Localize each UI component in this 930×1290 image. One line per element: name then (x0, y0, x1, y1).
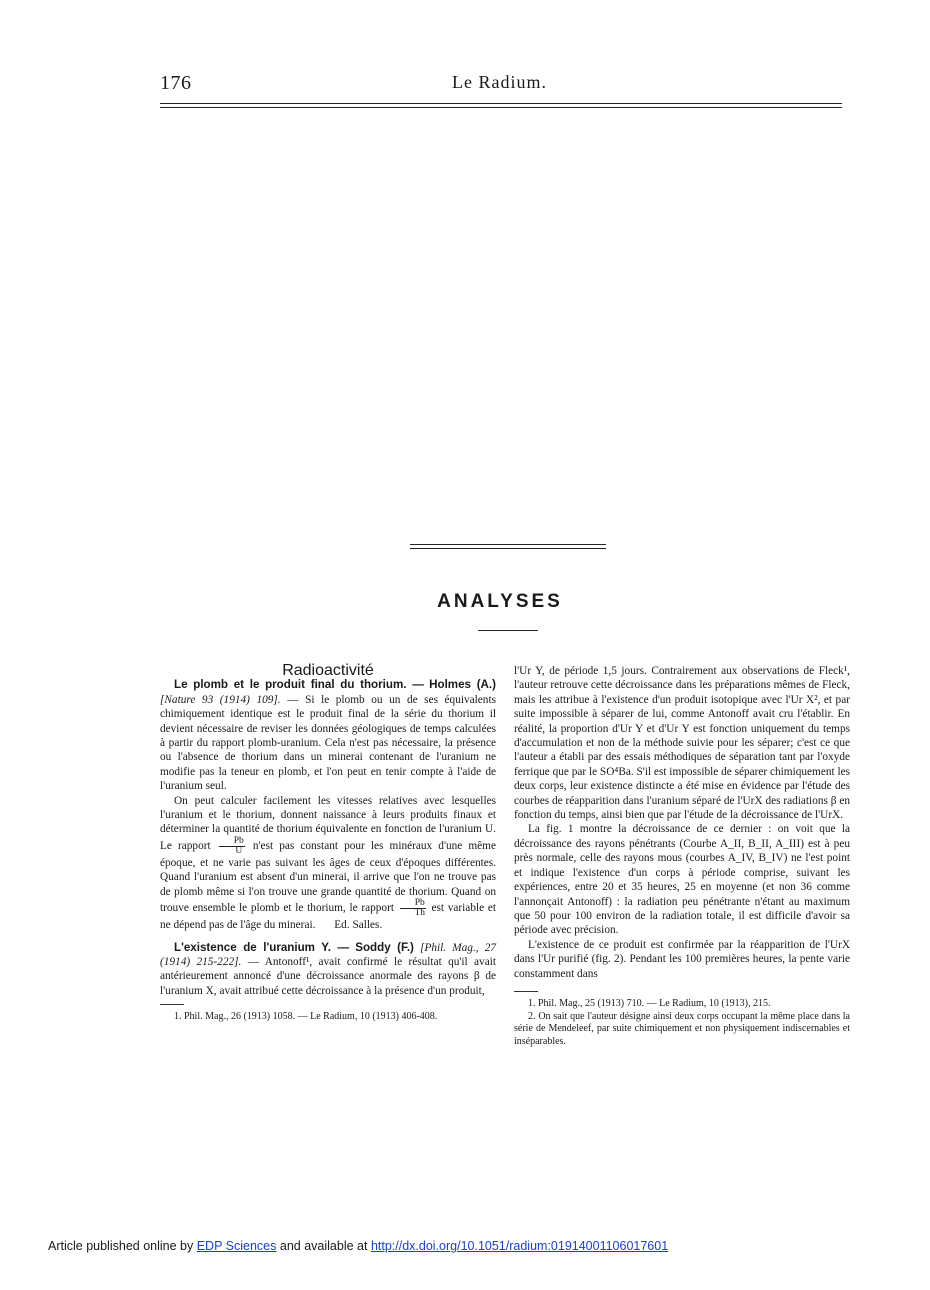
article-1-text-2a: On peut calculer facilement les vitesses relatives avec lesquelles l'uranium et le thorium, donnent naissance à leurs produits finaux et déterminer la quantité de thorium équivalente en fonction de l'uranium U. Le rapport (160, 794, 496, 852)
section-divider-lower (410, 548, 606, 549)
subsection-title: Radioactivité (282, 662, 374, 679)
footer-middle: and available at (279, 1239, 368, 1253)
right-paragraph-1: l'Ur Y, de période 1,5 jours. Contrairement aux observations de Fleck¹, l'auteur retrouve cette décroissance dans les préparations mêmes de Fleck, mais les attribue à l'existence d'un produit isotopique avec l'Ur X², et par suite impossible à séparer de lui, comme Antonoff avait cru l'établir. En réalité, la proportion d'Ur Y et d'Ur Y est fonction uniquement du temps d'accumulation et non de la méthode suivie pour les séparer; c'est ce que l'auteur a établi par des essais méthodiques de séparation tant par l'oxyde ferrique que par le SO⁴Ba. S'il est impossible de séparer chimiquement les deux corps, leur existence distincte a été mise en évidence par l'étude des courbes de réapparition dans l'uranium séparé de l'UrX des radiations β en fonction du temps, ainsi bien que par l'étude de la décroissance de l'UrX. (514, 665, 851, 822)
article-2-title: L'existence de l'uranium Y. — (174, 940, 350, 954)
article-1-text-2b: n'est pas constant pour les minéraux d'une même époque, et ne varie pas suivant les âges de ceux d'époques différentes. Quand l'uranium est absent d'un minerai, il arrive que l'on ne trouve pas de plomb même si l'on trouve une grande quantité de thorium. Quand on trouve ensemble le plomb et le thorium, le rapport (160, 839, 496, 915)
publisher-link[interactable]: EDP Sciences (196, 1239, 277, 1253)
article-2-author: Soddy (F.) (355, 940, 414, 954)
footnote-rule-left (160, 1004, 184, 1005)
right-column (514, 664, 850, 1048)
footnote-right-1: 1. Phil. Mag., 25 (1913) 710. — Le Radium, 10 (1913), 215. (528, 997, 771, 1009)
title-underline (478, 630, 538, 631)
section-divider (410, 544, 606, 545)
article-2-paragraph-1 (160, 941, 496, 999)
article-1-title: Le plomb et le produit final du thorium. — (174, 678, 424, 692)
article-1-author: Holmes (A.) (429, 678, 497, 692)
footnote-right-2: 2. On sait que l'auteur désigne ainsi deux corps occupant la même place dans la série de Mendeleef, par suite chimiquement et non physiquement indiscernables et inséparables. (514, 1010, 850, 1047)
left-column (160, 664, 496, 1024)
running-title: Le Radium. (452, 72, 547, 92)
article-1-paragraph-1: Le plomb et le produit final du thorium. — Holmes (A.) [Nature 93 (1914) 109]. — Si le plomb ou un de ses équivalents chimiquement identique est le produit final de la série du thorium il devient nécessaire de reviser les données géologiques de temps calculées à partir du rapport plomb-uranium. Cela n'est pas nécessaire, la présence ou l'absence de thorium dans un minerai contenant de l'uranium ne modifie pas la teneur en plomb, et l'on peut en tenir compte à l'aide de l'uranium seul. (160, 678, 497, 793)
article-1-paragraph-2 (160, 794, 496, 933)
article-2-text-1: — Antonoff¹, avait confirmé le résultat qu'il avait antérieurement annoncé d'une décroissance anormale des rayons β de l'uranium X, avait attribué cette décroissance à la présence d'un produit, (160, 955, 496, 997)
page-number: 176 (160, 72, 192, 94)
article-1-text-1: Si le plomb ou un de ses équivalents chimiquement identique est le produit final de la série du thorium il devient nécessaire de reviser les données géologiques de temps calculées à partir du rapport plomb-uranium. Cela n'est pas nécessaire, la présence ou l'absence de thorium dans un minerai contenant de l'uranium ne modifie pas la teneur en plomb, et l'on peut en tenir compte à l'aide de l'uranium seul. (160, 693, 496, 793)
doi-link[interactable]: http://dx.doi.org/10.1051/radium:01914001106017601 (370, 1239, 669, 1253)
right-paragraph-2: La fig. 1 montre la décroissance de ce dernier : on voit que la décroissance des rayons pénétrants (Courbe A_II, B_II, A_III) est à peu près normale, celle des rayons mous (courbes A_IV, B_IV) ne l'est point et indique l'existence d'un corps à période comprise, suivant les expériences, entre 20 et 35 heures, 25 en moyenne (et non 36 comme l'annonçait Antonoff) : la radiation peu pénétrante n'étant au maximum que 50 pour 100 environ de la radiation totale, il est difficile d'avoir sa période avec précision. (514, 823, 850, 937)
publication-footer (48, 1239, 668, 1253)
article-2-citation: [Phil. Mag., 27 (1914) 215-222]. (160, 941, 497, 968)
header-rule (160, 103, 842, 104)
footnote-rule-right (514, 991, 538, 992)
header-rule-lower (160, 107, 842, 108)
fraction-pb-th: $\frac{Pb}{Th}$ (400, 899, 426, 918)
footer-prefix: Article published online by (48, 1239, 194, 1253)
article-1-citation: [Nature 93 (1914) 109]. (160, 693, 281, 706)
article-1-text-2c: est variable et ne dépend pas de l'âge du minerai. (160, 902, 496, 932)
fraction-pb-u: $\frac{Pb}{U}$ (219, 837, 245, 856)
section-title: ANALYSES (437, 591, 563, 612)
right-paragraph-3: L'existence de ce produit est confirmée par la réapparition de l'UrX dans l'Ur purifié (fig. 2). Pendant les 100 premières heures, la pente varie constamment dans (514, 938, 850, 980)
footnote-left-1: 1. Phil. Mag., 26 (1913) 1058. — Le Radium, 10 (1913) 406-408. (174, 1011, 438, 1023)
article-1-signature: Ed. Salles. (334, 919, 383, 932)
